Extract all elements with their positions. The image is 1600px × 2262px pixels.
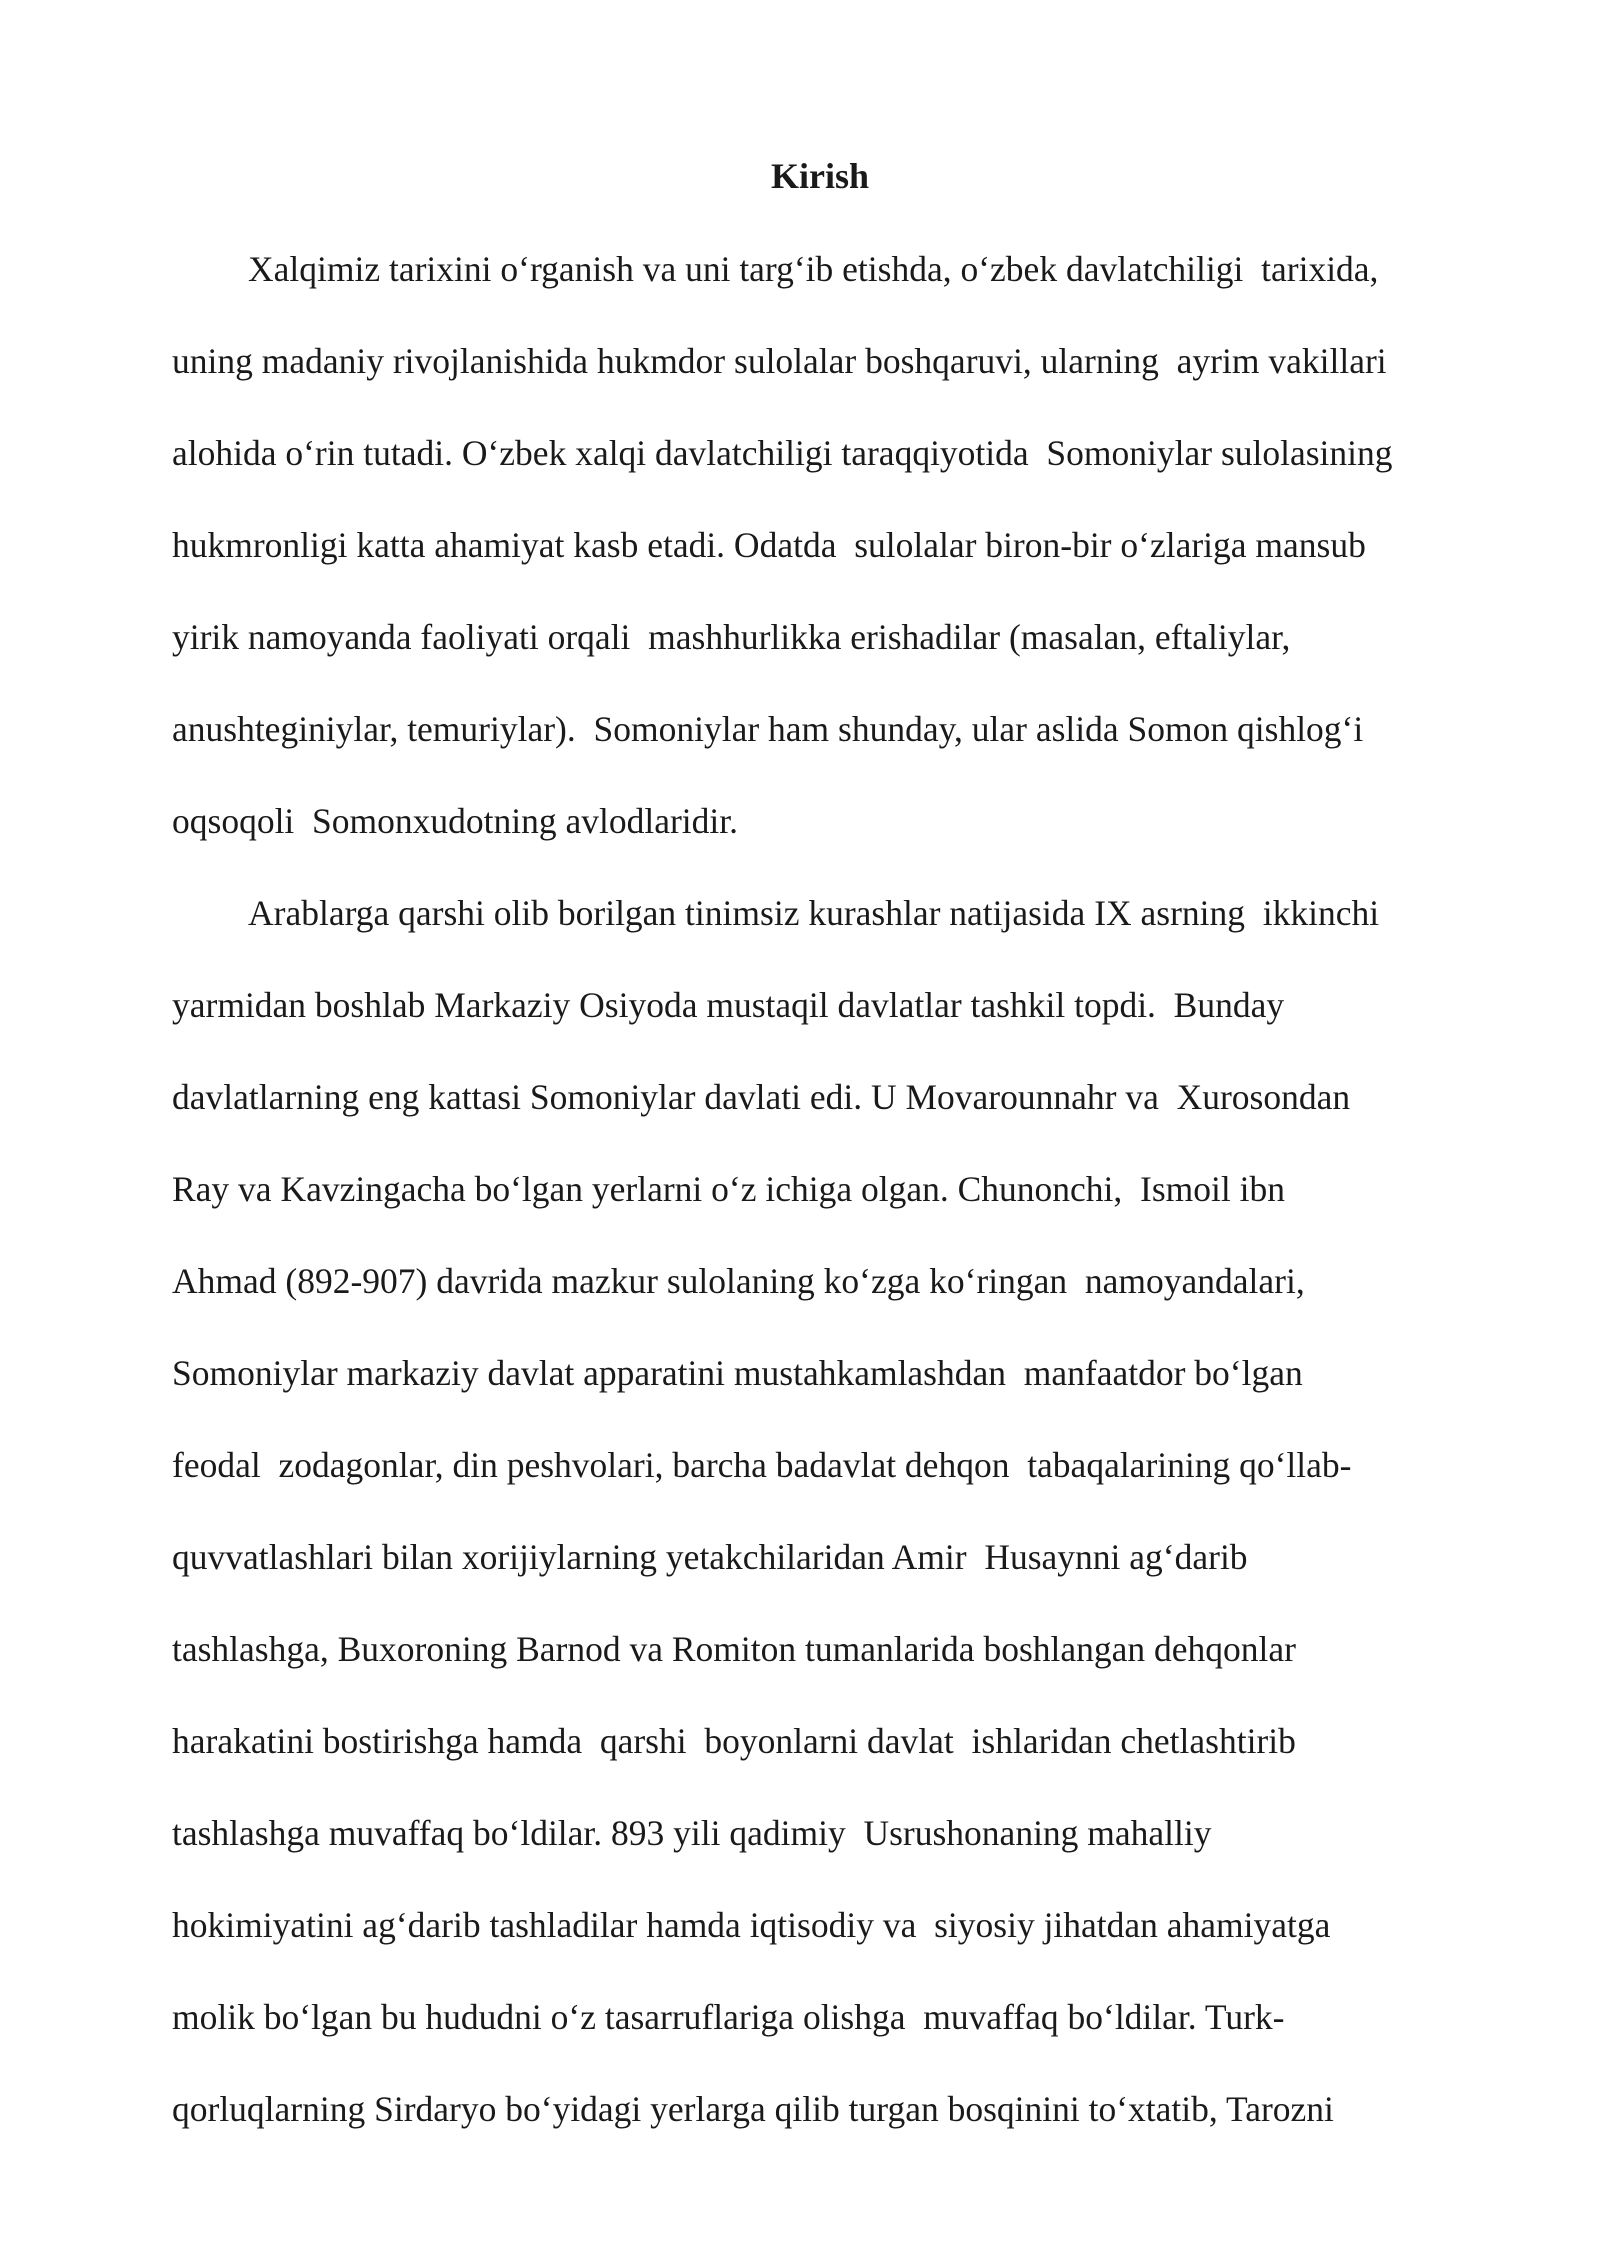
paragraph-line: Arablarga qarshi olib borilgan tinimsiz kurashlar natijasida IX asrning ikkinchi xyxy=(248,893,1380,933)
paragraph-line: molik bo‘lgan bu hududni o‘z tasarruflariga olishga muvaffaq bo‘ldilar. Turk- xyxy=(172,1997,1285,2037)
paragraph-line: harakatini bostirishga hamda qarshi boyonlarni davlat ishlaridan chetlashtirib xyxy=(172,1721,1296,1761)
paragraph-line: tashlashga muvaffaq bo‘ldilar. 893 yili qadimiy Usrushonaning mahalliy xyxy=(172,1813,1212,1853)
paragraph-line: feodal zodagonlar, din peshvolari, barcha badavlat dehqon tabaqalarining qo‘llab- xyxy=(172,1445,1352,1485)
paragraph-line: tashlashga, Buxoroning Barnod va Romiton tumanlarida boshlangan dehqonlar xyxy=(172,1629,1296,1669)
paragraph-line: Ray va Kavzingacha bo‘lgan yerlarni o‘z ichiga olgan. Chunonchi, Ismoil ibn xyxy=(172,1169,1285,1209)
paragraph-line: Xalqimiz tarixini o‘rganish va uni targ‘ib etishda, o‘zbek davlatchiligi tarixida, xyxy=(248,249,1379,289)
paragraph-line: alohida o‘rin tutadi. O‘zbek xalqi davlatchiligi taraqqiyotida Somoniylar sulolasining xyxy=(172,433,1393,473)
paragraph-line: yirik namoyanda faoliyati orqali mashhurlikka erishadilar (masalan, eftaliylar, xyxy=(172,617,1291,657)
paragraph-line: oqsoqoli Somonxudotning avlodlaridir. xyxy=(172,801,739,841)
paragraph-line: davlatlarning eng kattasi Somoniylar davlati edi. U Movarounnahr va Xurosondan xyxy=(172,1077,1351,1117)
paragraph-line: Somoniylar markaziy davlat apparatini mustahkamlashdan manfaatdor bo‘lgan xyxy=(172,1353,1303,1393)
page-title: Kirish xyxy=(770,156,869,196)
paragraph-line: Ahmad (892-907) davrida mazkur sulolaning ko‘zga ko‘ringan namoyandalari, xyxy=(172,1261,1305,1301)
paragraph-line: qorluqlarning Sirdaryo bo‘yidagi yerlarga qilib turgan bosqinini to‘xtatib, Tarozni xyxy=(172,2089,1334,2129)
paragraph-line: uning madaniy rivojlanishida hukmdor sulolalar boshqaruvi, ularning ayrim vakillari xyxy=(172,341,1387,381)
paragraph-line: hukmronligi katta ahamiyat kasb etadi. Odatda sulolalar biron-bir o‘zlariga mansub xyxy=(172,525,1366,565)
paragraph-line: quvvatlashlari bilan xorijiylarning yetakchilaridan Amir Husaynni ag‘darib xyxy=(172,1537,1248,1577)
paragraph-line: hokimiyatini ag‘darib tashladilar hamda iqtisodiy va siyosiy jihatdan ahamiyatga xyxy=(172,1905,1331,1945)
paragraph-line: yarmidan boshlab Markaziy Osiyoda mustaqil davlatlar tashkil topdi. Bunday xyxy=(172,985,1285,1025)
paragraph-line: anushteginiylar, temuriylar). Somoniylar ham shunday, ular aslida Somon qishlog‘i xyxy=(172,709,1364,749)
